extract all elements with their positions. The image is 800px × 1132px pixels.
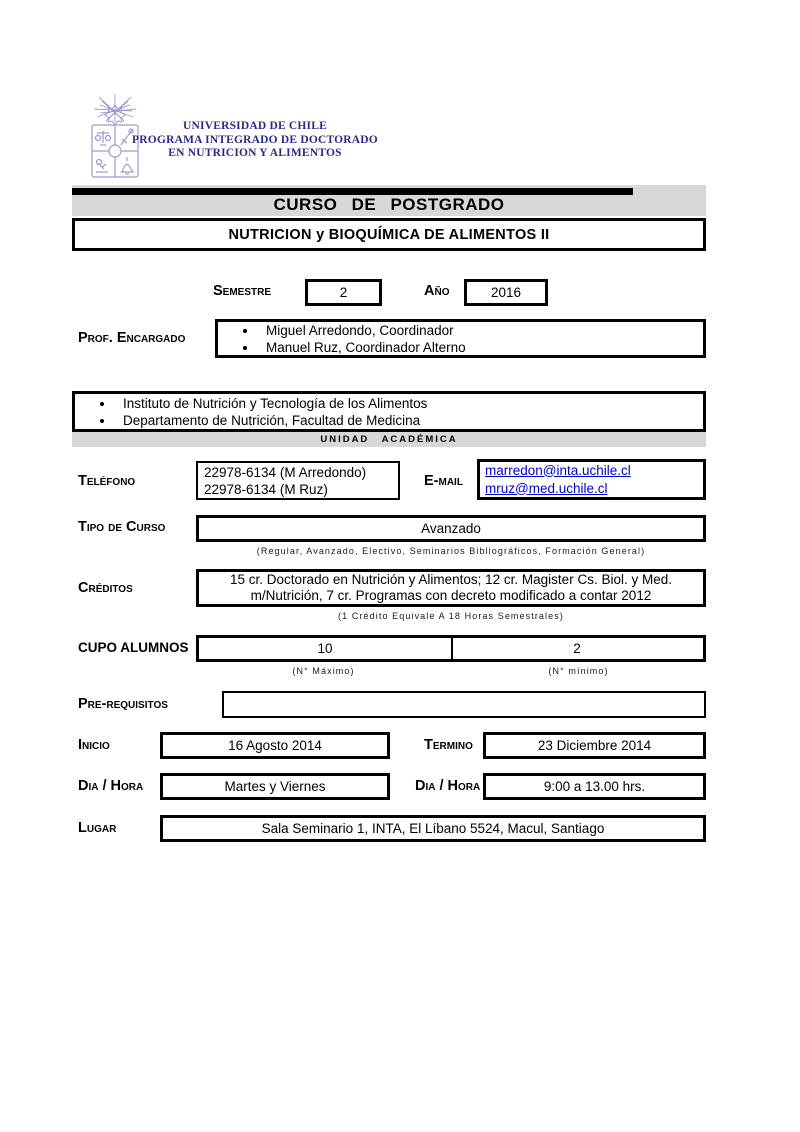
crest-starburst — [94, 94, 136, 123]
cupo-min-value: 2 — [573, 641, 581, 656]
prof-encargado-box — [215, 319, 706, 358]
creditos-caption: (1 Crédito Equivale A 18 Horas Semestrales) — [338, 611, 564, 621]
lugar-label: Lugar — [78, 820, 117, 836]
lugar-value: Sala Seminario 1, INTA, El Líbano 5524, Macul, Santiago — [261, 821, 605, 836]
inicio-value: 16 Agosto 2014 — [228, 738, 322, 753]
email-link-marredon[interactable]: marredon@inta.uchile.cl — [485, 462, 631, 478]
telefono-box — [196, 461, 400, 500]
tipo-curso-caption: (Regular, Avanzado, Electivo, Seminarios Bibliográficos, Formación General) — [256, 546, 646, 556]
unidad-academica-caption: UNIDAD ACADÉMICA — [72, 432, 706, 447]
unidad-academica-list — [75, 395, 427, 429]
cupo-min-caption: (N° mínimo) — [548, 666, 609, 676]
creditos-box — [196, 569, 706, 607]
telefono-line: 22978-6134 (M Ruz) — [204, 481, 328, 497]
page-title: CURSO DE POSTGRADO — [273, 195, 505, 214]
list-item: • Departamento de Nutrición, Facultad de Medicina — [115, 412, 427, 429]
course-title-box — [72, 218, 706, 251]
prof-encargado-list — [218, 322, 466, 356]
dia-hora-horas-box — [483, 773, 706, 800]
crest-scales — [96, 131, 111, 145]
list-item: • Miguel Arredondo, Coordinador — [258, 322, 466, 339]
list-item: • Manuel Ruz, Coordinador Alterno — [258, 339, 466, 356]
dia-hora-dias-box — [160, 773, 390, 800]
course-title: NUTRICION y BIOQUÍMICA DE ALIMENTOS II — [228, 226, 550, 243]
year-value: 2016 — [490, 285, 522, 300]
cupo-alumnos-label: CUPO ALUMNOS — [78, 640, 189, 655]
university-header — [130, 120, 380, 161]
lugar-box — [160, 815, 706, 842]
creditos-label: Créditos — [78, 580, 133, 596]
email-box — [477, 459, 706, 500]
tipo-curso-box — [196, 515, 706, 542]
tipo-curso-value: Avanzado — [421, 521, 481, 536]
pre-requisitos-label: Pre-requisitos — [78, 696, 168, 712]
inicio-label: Inicio — [78, 737, 110, 753]
cupo-max-value: 10 — [317, 641, 333, 656]
inicio-box — [160, 732, 390, 759]
termino-label: Termino — [424, 737, 473, 753]
university-name: UNIVERSIDAD DE CHILE — [183, 120, 327, 132]
semester-value-box — [305, 279, 382, 306]
dia-hora-dias-label: Dia / Hora — [78, 778, 144, 794]
semester-label: Semestre — [213, 283, 272, 299]
pre-requisitos-box — [222, 691, 706, 718]
cupo-max-caption: (N° Máximo) — [292, 666, 355, 676]
unidad-academica-box — [72, 391, 706, 432]
crest-microscope — [96, 160, 108, 173]
list-item: • Instituto de Nutrición y Tecnología de los Alimentos — [115, 395, 427, 412]
cupo-alumnos-box — [196, 635, 706, 662]
telefono-line: 22978-6134 (M Arredondo) — [204, 464, 367, 480]
dia-hora-horas-label: Dia / Hora — [415, 778, 481, 794]
creditos-line2: m/Nutrición, 7 cr. Programas con decreto modificado a contar 2012 — [250, 588, 652, 603]
program-line1: PROGRAMA INTEGRADO DE DOCTORADO — [132, 133, 378, 146]
year-label: Año — [424, 283, 450, 299]
prof-encargado-label: Prof. Encargado — [78, 330, 186, 346]
semester-value: 2 — [339, 285, 348, 300]
creditos-line1: 15 cr. Doctorado en Nutrición y Alimentos; 12 cr. Magister Cs. Biol. y Med. — [230, 571, 672, 587]
termino-box — [483, 732, 706, 759]
dia-hora-dias-value: Martes y Viernes — [224, 779, 326, 794]
program-line2: EN NUTRICION Y ALIMENTOS — [168, 147, 342, 159]
dia-hora-horas-value: 9:00 a 13.00 hrs. — [543, 779, 646, 794]
title-top-rule — [72, 188, 633, 195]
email-link-mruz[interactable]: mruz@med.uchile.cl — [485, 480, 608, 496]
year-value-box — [464, 279, 548, 306]
telefono-label: Teléfono — [78, 473, 136, 489]
email-label: E-mail — [424, 473, 463, 489]
termino-value: 23 Diciembre 2014 — [537, 738, 652, 753]
main-title-band — [72, 185, 706, 216]
tipo-curso-label: Tipo de Curso — [78, 519, 166, 535]
